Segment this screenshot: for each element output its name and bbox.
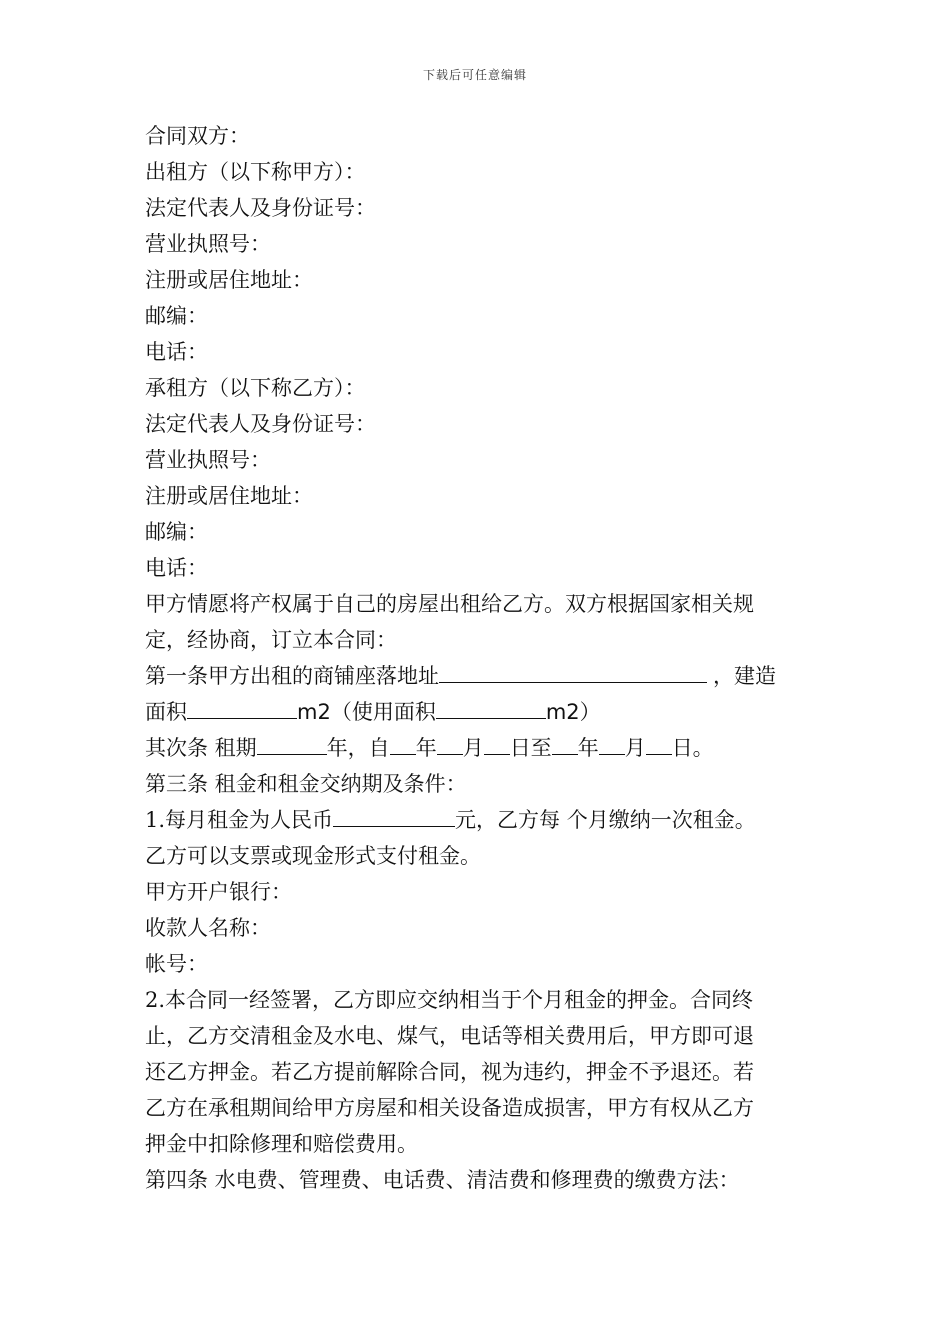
lessee-address: 注册或居住地址：: [145, 484, 313, 508]
contract-parties-heading: 合同双方：: [145, 124, 250, 148]
article-1-line-1: [145, 658, 810, 694]
end-year-blank[interactable]: [552, 732, 578, 755]
article-2-text-g: 月: [624, 736, 646, 760]
start-day-blank[interactable]: [484, 732, 510, 755]
payee-label: 收款人名称：: [145, 916, 271, 940]
article-3-item-2-line-3: 还乙方押金。若乙方提前解除合同，视为违约，押金不予退还。若: [145, 1060, 754, 1084]
article-3-title: 第三条 租金和租金交纳期及条件：: [145, 772, 467, 796]
article-3-item-1-b: 元，乙方每 个月缴纳一次租金。: [455, 808, 756, 832]
bank-label: 甲方开户银行：: [145, 880, 292, 904]
end-month-blank[interactable]: [599, 732, 625, 755]
lessor-phone: 电话：: [145, 340, 208, 364]
intro-text-1: 甲方情愿将产权属于自己的房屋出租给乙方。双方根据国家相关规: [145, 592, 754, 616]
lessor-representative: 法定代表人及身份证号：: [145, 196, 376, 220]
article-2-text-f: 年: [577, 736, 599, 760]
usable-area-blank[interactable]: [436, 696, 546, 719]
intro-line-1: [145, 586, 810, 622]
article-3-item-1-a: 1.每月租金为人民币: [145, 808, 334, 832]
article-2-line: [145, 730, 810, 766]
lessor-license: 营业执照号：: [145, 232, 271, 256]
article-1-text-c: 面积: [145, 700, 187, 724]
article-1-text-d: m2（使用面积: [297, 700, 436, 724]
contract-body: [145, 118, 810, 1198]
lessor-postcode: 邮编：: [145, 304, 208, 328]
article-3-item-2-line-1: 2.本合同一经签署，乙方即应交纳相当于个月租金的押金。合同终: [145, 988, 754, 1012]
lessee-phone: 电话：: [145, 556, 208, 580]
lessee-representative: 法定代表人及身份证号：: [145, 412, 376, 436]
start-month-blank[interactable]: [437, 732, 463, 755]
rent-amount-blank[interactable]: [333, 804, 455, 827]
lessee-postcode: 邮编：: [145, 520, 208, 544]
article-2-text-h: 日。: [671, 736, 714, 760]
article-1-text-b: ，建造: [713, 664, 776, 688]
account-label: 帐号：: [145, 952, 208, 976]
lease-years-blank[interactable]: [257, 732, 327, 755]
article-1-text-a: 第一条甲方出租的商铺座落地址: [145, 664, 439, 688]
lessee-license: 营业执照号：: [145, 448, 271, 472]
intro-line-2: 定，经协商，订立本合同：: [145, 628, 397, 652]
start-year-blank[interactable]: [390, 732, 416, 755]
article-2-text-d: 月: [462, 736, 484, 760]
article-2-text-e: 日至: [509, 736, 552, 760]
article-1-text-e: m2）: [545, 700, 601, 724]
article-4-title: 第四条 水电费、管理费、电话费、清洁费和修理费的缴费方法：: [145, 1168, 740, 1192]
article-3-item-1: [145, 802, 810, 838]
end-day-blank[interactable]: [646, 732, 672, 755]
article-2-text-c: 年: [415, 736, 437, 760]
article-2-text-a: 其次条 租期: [145, 736, 257, 760]
address-blank[interactable]: [439, 660, 707, 683]
article-3-item-1-line-2: 乙方可以支票或现金形式支付租金。: [145, 844, 481, 868]
lessor-label: 出租方（以下称甲方）：: [145, 160, 366, 184]
lessor-address: 注册或居住地址：: [145, 268, 313, 292]
page-header: 下载后可任意编辑: [422, 68, 527, 82]
lessee-label: 承租方（以下称乙方）：: [145, 376, 366, 400]
article-2-text-b: 年，自: [326, 736, 390, 760]
area-blank[interactable]: [187, 696, 297, 719]
article-3-item-2-line-5: 押金中扣除修理和赔偿费用。: [145, 1132, 418, 1156]
article-3-item-2-line-2: 止，乙方交清租金及水电、煤气，电话等相关费用后，甲方即可退: [145, 1024, 754, 1048]
article-3-item-2-line-4: 乙方在承租期间给甲方房屋和相关设备造成损害，甲方有权从乙方: [145, 1096, 754, 1120]
article-1-line-2: [145, 694, 810, 730]
